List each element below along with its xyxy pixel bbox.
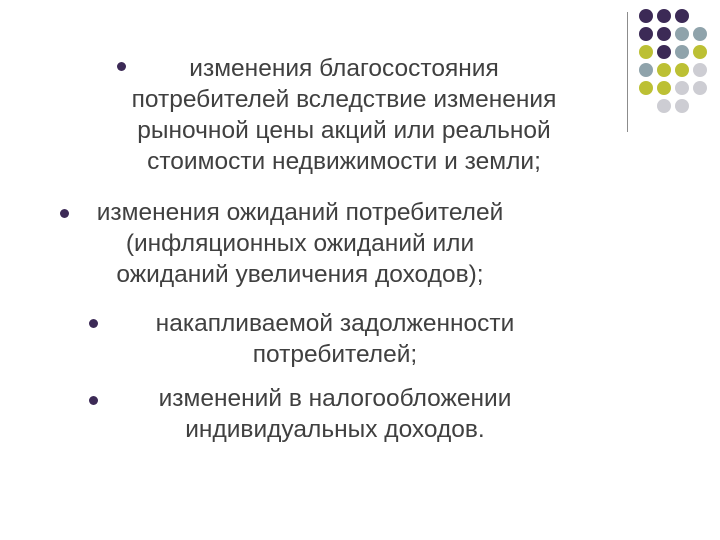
decorative-dot bbox=[675, 9, 689, 23]
decorative-dot bbox=[657, 45, 671, 59]
decorative-dot bbox=[675, 63, 689, 77]
decorative-dot bbox=[657, 63, 671, 77]
bullet-line: потребителей; bbox=[252, 341, 418, 368]
decorative-dot bbox=[657, 27, 671, 41]
decorative-dot bbox=[639, 63, 653, 77]
bullet-line: изменений в налогообложении bbox=[158, 385, 512, 412]
decorative-dot bbox=[657, 81, 671, 95]
decorative-dot bbox=[693, 27, 707, 41]
decorative-dot bbox=[675, 81, 689, 95]
bullet-line: рыночной цены акций или реальной bbox=[137, 117, 551, 144]
bullet-line: потребителей вследствие изменения bbox=[131, 86, 557, 113]
decorative-dot bbox=[639, 9, 653, 23]
decorative-dot bbox=[639, 81, 653, 95]
decorative-dot bbox=[657, 9, 671, 23]
bullet-marker-icon bbox=[89, 319, 98, 328]
bullet-line: индивидуальных доходов. bbox=[185, 416, 485, 443]
decorative-dot bbox=[639, 27, 653, 41]
decorative-dot-grid bbox=[639, 9, 719, 129]
decorative-dot bbox=[675, 99, 689, 113]
bullet-marker-icon bbox=[89, 396, 98, 405]
decorative-dot bbox=[657, 99, 671, 113]
vertical-divider bbox=[627, 12, 628, 132]
bullet-line: изменения благосостояния bbox=[189, 55, 499, 82]
bullet-line: накапливаемой задолженности bbox=[155, 310, 515, 337]
bullet-line: (инфляционных ожиданий или bbox=[125, 230, 475, 257]
decorative-dot bbox=[675, 45, 689, 59]
decorative-dot bbox=[693, 63, 707, 77]
bullet-marker-icon bbox=[60, 209, 69, 218]
bullet-text bbox=[110, 383, 560, 445]
bullet-text bbox=[88, 53, 600, 177]
bullet-text bbox=[80, 197, 520, 290]
decorative-dot bbox=[639, 45, 653, 59]
bullet-line: изменения ожиданий потребителей bbox=[96, 199, 504, 226]
decorative-dot bbox=[693, 45, 707, 59]
bullet-text bbox=[110, 308, 560, 370]
decorative-dot bbox=[675, 27, 689, 41]
bullet-line: ожиданий увеличения доходов); bbox=[116, 261, 484, 288]
bullet-line: стоимости недвижимости и земли; bbox=[147, 148, 541, 175]
decorative-dot bbox=[693, 81, 707, 95]
